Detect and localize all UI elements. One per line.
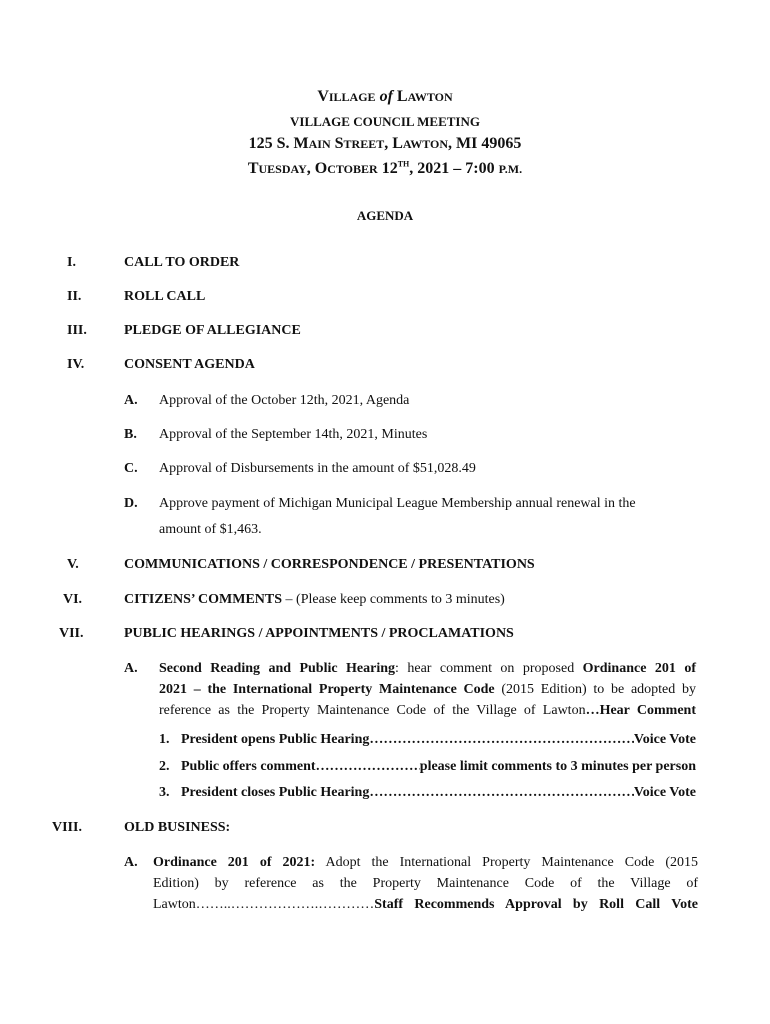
section-number: I. [67,255,76,270]
hearing-step: President opens Public Hearing …………………………………………………………………………………………………… Voice Vote [181,732,696,748]
item-letter: B. [124,427,137,442]
item-letter: C. [124,461,138,476]
item-letter: A. [124,393,138,408]
public-hearing-item: Second Reading and Public Hearing: hear comment on proposed Ordinance 201 of 2021 – the International Property Maintenance Code (2015 Edition) to be adopted by reference as the Property Maintenance Code of the Village of Lawton…Hear Comment [159,661,697,718]
document-title: VILLAGE of LAWTON [317,88,453,105]
section-title: ROLL CALL [124,289,206,304]
hearing-step: President closes Public Hearing …………………………………………………………………………………………………… Voice Vote [181,785,696,801]
section-number: VIII. [52,820,82,835]
section-title: PLEDGE OF ALLEGIANCE [124,323,301,338]
section-title: CALL TO ORDER [124,255,240,270]
consent-item: Approve payment of Michigan Municipal League Membership annual renewal in the [159,496,636,511]
section-title: COMMUNICATIONS / CORRESPONDENCE / PRESENTATIONS [124,557,535,572]
agenda-heading: AGENDA [356,208,414,223]
item-letter: A. [124,661,138,676]
section-title: OLD BUSINESS: [124,820,231,835]
step-number: 2. [159,759,170,774]
section-number: III. [67,323,87,338]
section-number: II. [67,289,82,304]
section-title: CITIZENS’ COMMENTS – (Please keep comments to 3 minutes) [124,592,505,607]
section-number: VI. [63,592,83,607]
hearing-step: Public offers comment …………………………………………………………………………………………………… please limit comments to 3 minutes per person [181,759,696,775]
section-number: V. [67,557,79,572]
meeting-title: VILLAGE COUNCIL MEETING [290,114,480,129]
consent-item: Approval of the September 14th, 2021, Minutes [159,427,428,442]
section-number: IV. [67,357,85,372]
meeting-date: TUESDAY, OCTOBER 12TH, 2021 – 7:00 P.M. [247,159,523,177]
consent-item: Approval of the October 12th, 2021, Agenda [159,393,410,408]
meeting-address: 125 S. MAIN STREET, LAWTON, MI 49065 [248,135,522,152]
consent-item-continued: amount of $1,463. [159,522,262,537]
consent-item: Approval of Disbursements in the amount of $51,028.49 [159,461,476,476]
step-number: 1. [159,732,170,747]
step-number: 3. [159,785,170,800]
old-business-item: Ordinance 201 of 2021: Adopt the International Property Maintenance Code (2015 Edition) by reference as the Property Maintenance Code of the Village of Lawton……..……………….…………Staff Recommends Approval by Roll Call Vote [153,855,698,912]
item-letter: D. [124,496,138,511]
section-title: CONSENT AGENDA [124,357,255,372]
item-letter: A. [124,855,138,870]
section-title: PUBLIC HEARINGS / APPOINTMENTS / PROCLAMATIONS [124,626,514,641]
section-number: VII. [59,626,84,641]
